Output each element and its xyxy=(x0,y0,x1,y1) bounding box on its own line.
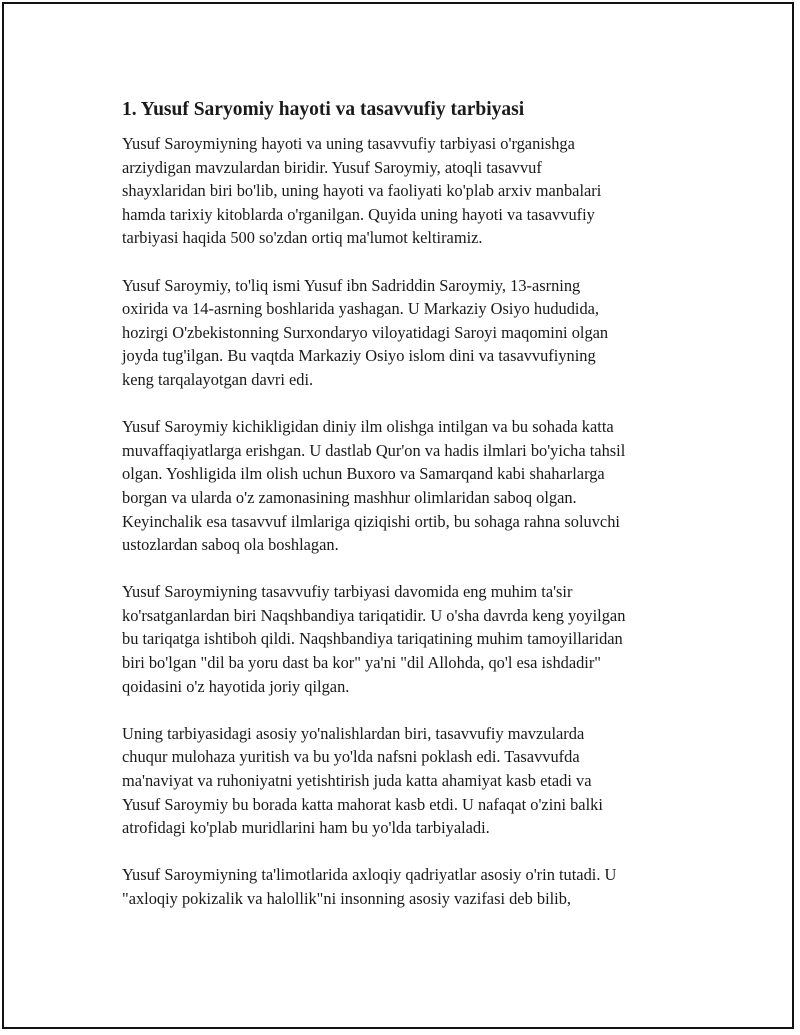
text-line: oxirida va 14-asrning boshlarida yashagan. U Markaziy Osiyo hududida, xyxy=(122,299,600,319)
paragraph xyxy=(122,580,702,698)
text-line: qoidasini o'z hayotida joriy qilgan. xyxy=(122,676,350,696)
text-line: Keyinchalik esa tasavvuf ilmlariga qiziqishi ortib, bu sohaga rahna soluvchi xyxy=(122,511,620,531)
text-line: Uning tarbiyasidagi asosiy yo'nalishlardan biri, tasavvufiy mavzularda xyxy=(122,723,585,743)
text-line: "axloqiy pokizalik va halollik"ni insonning asosiy vazifasi deb bilib, xyxy=(122,889,572,908)
paragraph-list xyxy=(122,132,702,911)
text-line: shayxlaridan biri bo'lib, uning hayoti va faoliyati ko'plab arxiv manbalari xyxy=(122,181,602,201)
text-line: ma'naviyat va ruhoniyatni yetishtirish juda katta ahamiyat kasb etadi va xyxy=(122,771,592,791)
text-line: Yusuf Saroymiy kichikligidan diniy ilm olishga intilgan va bu sohada katta xyxy=(122,417,614,437)
text-line: Yusuf Saroymiy bu borada katta mahorat kasb etdi. U nafaqat o'zini balki xyxy=(122,794,603,814)
text-line: hamda tarixiy kitoblarda o'rganilgan. Quyida uning hayoti va tasavvufiy xyxy=(122,204,595,224)
text-line: hozirgi O'zbekistonning Surxondaryo viloyatidagi Saroyi maqomini olgan xyxy=(122,322,609,342)
text-line: arziydigan mavzulardan biridir. Yusuf Saroymiy, atoqli tasavvuf xyxy=(122,157,542,177)
text-line: ustozlardan saboq ola boshlagan. xyxy=(122,535,339,555)
text-line: keng tarqalayotgan davri edi. xyxy=(122,369,314,389)
text-line: atrofidagi ko'plab muridlarini ham bu yo'lda tarbiyaladi. xyxy=(122,818,490,838)
paragraph xyxy=(122,132,702,250)
text-line: biri bo'lgan "dil ba yoru dast ba kor" ya'ni "dil Allohda, qo'l esa ishdadir" xyxy=(122,653,602,673)
text-line: bu tariqatga ishtiboh qildi. Naqshbandiya tariqatining muhim tamoyillaridan xyxy=(122,629,623,649)
text-line: tarbiyasi haqida 500 so'zdan ortiq ma'lumot keltiramiz. xyxy=(122,228,483,248)
text-line: Yusuf Saroymiy, to'liq ismi Yusuf ibn Sadriddin Saroymiy, 13-asrning xyxy=(122,275,581,295)
text-line: ko'rsatganlardan biri Naqshbandiya tariqatidir. U o'sha davrda keng yoyilgan xyxy=(122,605,626,625)
text-line: chuqur mulohaza yuritish va bu yo'lda nafsni poklash edi. Tasavvufda xyxy=(122,747,580,767)
paragraph xyxy=(122,863,702,910)
paragraph xyxy=(122,722,702,840)
text-line: Yusuf Saroymiyning hayoti va uning tasavvufiy tarbiyasi o'rganishga xyxy=(122,134,575,153)
document-body xyxy=(122,97,702,934)
text-line: muvaffaqiyatlarga erishgan. U dastlab Qur'on va hadis ilmlari bo'yicha tahsil xyxy=(122,440,626,460)
text-line: Yusuf Saroymiyning ta'limotlarida axloqiy qadriyatlar asosiy o'rin tutadi. U xyxy=(122,865,617,885)
paragraph xyxy=(122,415,702,557)
paragraph xyxy=(122,274,702,392)
section-heading: 1. Yusuf Saryomiy hayoti va tasavvufiy tarbiyasi xyxy=(122,99,525,120)
text-line: Yusuf Saroymiyning tasavvufiy tarbiyasi davomida eng muhim ta'sir xyxy=(122,582,573,602)
page-frame xyxy=(2,2,794,1029)
text-line: olgan. Yoshligida ilm olish uchun Buxoro va Samarqand kabi shaharlarga xyxy=(122,464,605,484)
text-line: joyda tug'ilgan. Bu vaqtda Markaziy Osiyo islom dini va tasavvufiyning xyxy=(122,346,596,366)
text-line: borgan va ularda o'z zamonasining mashhur olimlaridan saboq olgan. xyxy=(122,487,577,507)
